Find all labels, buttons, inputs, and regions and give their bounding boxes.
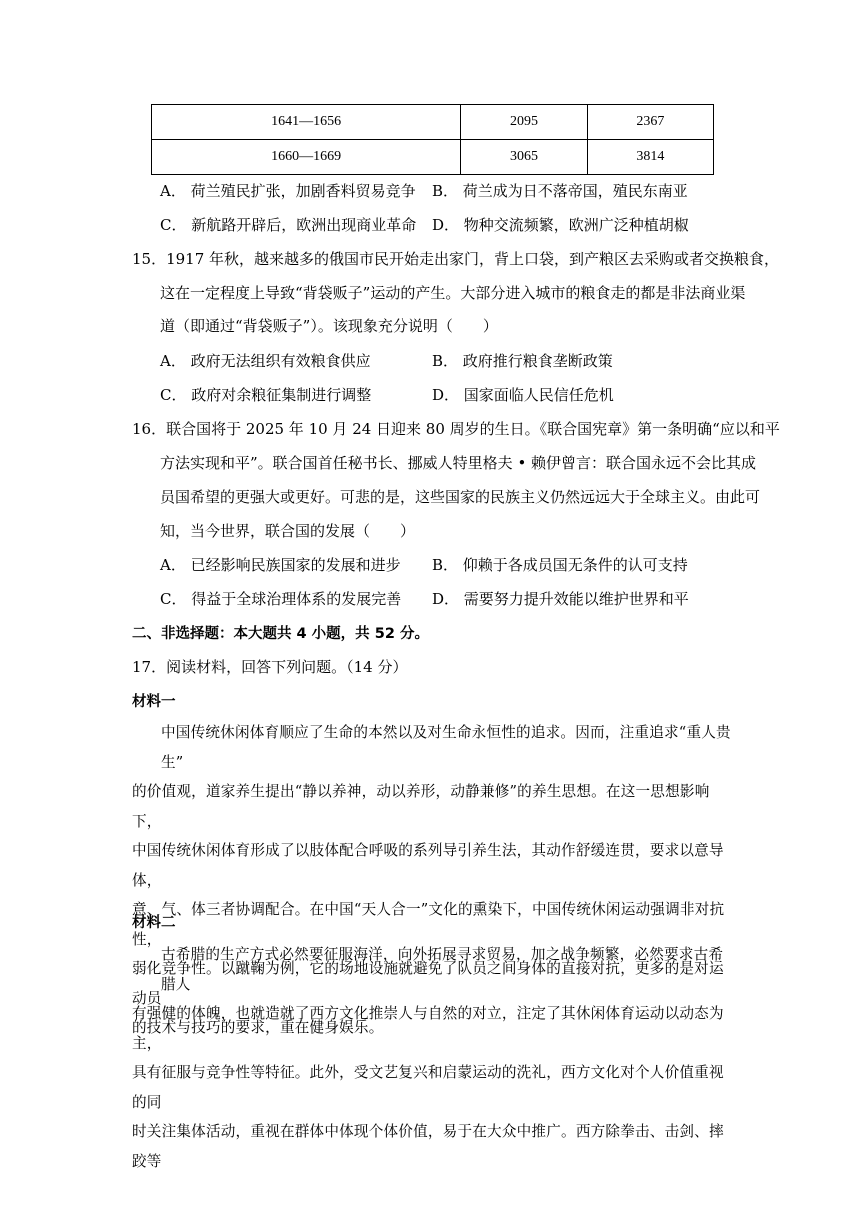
material-one-line: 弱化竞争性。以蹴鞠为例，它的场地设施就避免了队员之间身体的直接对抗，更多的是对运动员 <box>132 960 724 1007</box>
material-one-line: 意、气、体三者协调配合。在中国“天人合一”文化的熏染下，中国传统休闲运动强调非对抗性， <box>132 901 725 948</box>
q16-option-a: A． 已经影响民族国家的发展和进步 <box>160 556 401 574</box>
q14-option-c: C． 新航路开辟后，欧洲出现商业革命 <box>160 216 417 234</box>
table-row <box>152 105 714 140</box>
data-table <box>151 104 714 175</box>
table-cell: 2095 <box>461 105 587 140</box>
table-row <box>152 140 714 175</box>
material-one-title: 材料一 <box>132 694 176 710</box>
table-cell: 1660—1669 <box>152 140 461 175</box>
material-two-line: 古希腊的生产方式必然要征服海洋，向外拓展寻求贸易，加之战争频繁，必然要求古希腊人 <box>161 946 724 993</box>
table-cell: 2367 <box>587 105 713 140</box>
q16-stem-line2: 方法实现和平”。联合国首任秘书长、挪威人特里格夫 • 赖伊曾言：联合国永远不会比其成 <box>160 454 757 472</box>
table-cell: 3814 <box>587 140 713 175</box>
material-one-line: 的价值观，道家养生提出“静以养神，动以养形，动静兼修”的养生思想。在这一思想影响下， <box>132 783 710 830</box>
q16-option-d: D． 需要努力提升效能以维护世界和平 <box>432 590 689 608</box>
q16-stem-line1: 16．联合国将于 2025 年 10 月 24 日迎来 80 周岁的生日。《联合国宪章》第一条明确“应以和平 <box>132 420 780 438</box>
table-cell: 1641—1656 <box>152 105 461 140</box>
section-heading: 二、非选择题：本大题共 4 小题，共 52 分。 <box>132 626 429 642</box>
q15-option-b: B． 政府推行粮食垄断政策 <box>432 352 613 370</box>
material-one-line: 的技术与技巧的要求，重在健身娱乐。 <box>132 1019 384 1036</box>
q14-option-a: A． 荷兰殖民扩张，加剧香料贸易竞争 <box>160 182 416 200</box>
q15-stem-line3: 道（即通过“背袋贩子”）。该现象充分说明（ ） <box>160 317 498 335</box>
q15-option-d: D． 国家面临人民信任危机 <box>432 386 614 404</box>
q16-stem-line4: 知，当今世界，联合国的发展（ ） <box>160 522 416 540</box>
q17-stem: 17．阅读材料，回答下列问题。（14 分） <box>132 658 408 676</box>
q15-option-a: A． 政府无法组织有效粮食供应 <box>160 352 371 370</box>
material-one-line: 中国传统休闲体育形成了以肢体配合呼吸的系列导引养生法，其动作舒缓连贯，要求以意导体， <box>132 842 724 889</box>
q14-option-d: D． 物种交流频繁，欧洲广泛种植胡椒 <box>432 216 689 234</box>
material-two-title: 材料二 <box>132 915 176 931</box>
material-two-line: 时关注集体活动，重视在群体中体现个体价值，易于在大众中推广。西方除拳击、击剑、摔跤等 <box>132 1123 724 1170</box>
q15-stem-line2: 这在一定程度上导致“背袋贩子”运动的产生。大部分进入城市的粮食走的都是非法商业渠 <box>160 284 746 302</box>
material-one-line: 中国传统休闲体育顺应了生命的本然以及对生命永恒性的追求。因而，注重追求“重人贵生” <box>161 724 731 771</box>
q16-stem-line3: 员国希望的更强大或更好。可悲的是，这些国家的民族主义仍然远远大于全球主义。由此可 <box>160 488 761 506</box>
q15-option-c: C． 政府对余粮征集制进行调整 <box>160 386 372 404</box>
material-two-line: 有强健的体魄，也就造就了西方文化推崇人与自然的对立，注定了其休闲体育运动以动态为主， <box>132 1005 724 1052</box>
material-two-line: 具有征服与竞争性等特征。此外，受文艺复兴和启蒙运动的洗礼，西方文化对个人价值重视的同 <box>132 1064 724 1111</box>
q14-option-b: B． 荷兰成为日不落帝国，殖民东南亚 <box>432 182 688 200</box>
q16-option-c: C． 得益于全球治理体系的发展完善 <box>160 590 402 608</box>
q15-stem-line1: 15．1917 年秋，越来越多的俄国市民开始走出家门，背上口袋，到产粮区去采购或者交换粮食， <box>132 250 780 268</box>
q16-option-b: B． 仰赖于各成员国无条件的认可支持 <box>432 556 688 574</box>
table-cell: 3065 <box>461 140 587 175</box>
material-two-body <box>132 940 732 1176</box>
